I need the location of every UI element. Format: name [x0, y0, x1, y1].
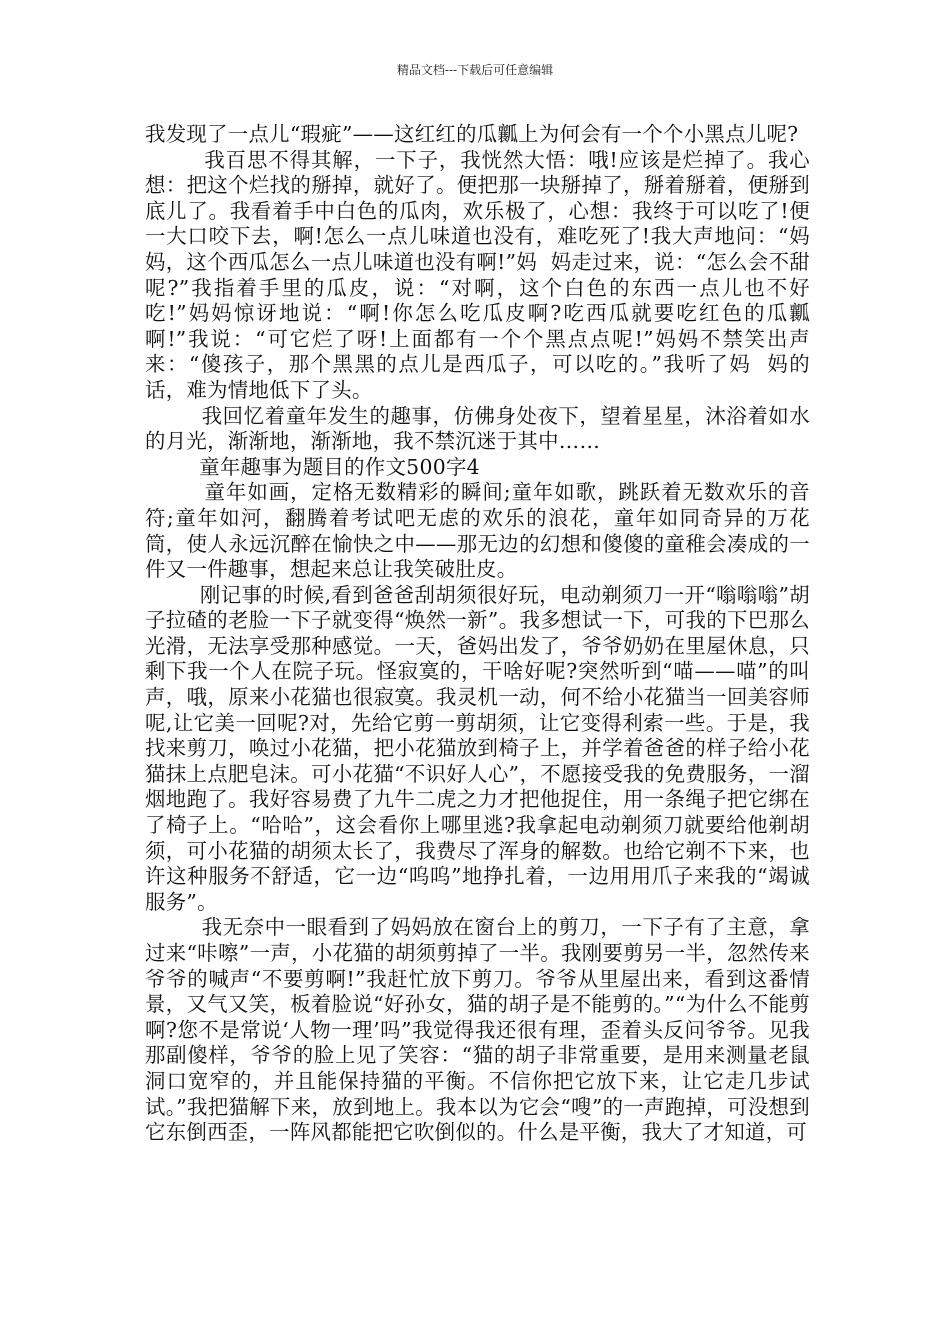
paragraph-2: 我百思不得其解，一下子，我恍然大悟：哦!应该是烂掉了。我心想：把这个烂找的掰掉，就好了。便把那一块掰掉了，掰着掰着，便掰到底儿了。我看着手中白色的瓜肉，欢乐极了，心想：我终于可以吃了!便一大口咬下去，啊!怎么一点儿味道也没有，难吃死了!我大声地问：“妈妈，这个西瓜怎么一点儿味道也没有啊!”妈 妈走过来，说：“怎么会不甜呢?”我指着手里的瓜皮，说：“对啊，这个白色的东西一点儿也不好吃!”妈妈惊讶地说：“啊!你怎么吃瓜皮啊?吃西瓜就要吃红色的瓜瓤啊!”我说：“可它烂了呀!上面都有一个个黑点点呢!”妈妈不禁笑出声来：“傻孩子，那个黑黑的点儿是西瓜子，可以吃的。”我听了妈 妈的话，难为情地低下了头。 [145, 147, 810, 402]
paragraph-4: 童年如画，定格无数精彩的瞬间;童年如歌，跳跃着无数欢乐的音符;童年如河，翻腾着考试吧无虑的欢乐的浪花，童年如同奇异的万花筒，使人永远沉醉在愉快之中——那无边的幻想和傻傻的童稚会凑成的一件又一件趣事，想起来总让我笑破肚皮。 [145, 480, 810, 582]
paragraph-1: 我发现了一点儿“瑕疵”——这红红的瓜瓤上为何会有一个个小黑点儿呢? [145, 122, 799, 146]
document-body [145, 122, 810, 1146]
page-header: 精品文档---下载后可任意编辑 [396, 63, 554, 77]
paragraph-6: 我无奈中一眼看到了妈妈放在窗台上的剪刀，一下子有了主意，拿过来“咔嚓”一声，小花猫的胡须剪掉了一半。我刚要剪另一半，忽然传来爷爷的喊声“不要剪啊!”我赶忙放下剪刀。爷爷从里屋出来，看到这番情景，又气又笑，板着脸说“好孙女，猫的胡子是不能剪的。”“为什么不能剪啊?您不是常说‘人物一理’吗”我觉得我还很有理，歪着头反问爷爷。见我那副傻样，爷爷的脸上见了笑容：“猫的胡子非常重要，是用来测量老鼠洞口宽窄的，并且能保持猫的平衡。不信你把它放下来，让它走几步试试。”我把猫解下来，放到地上。我本以为它会“嗖”的一声跑掉，可没想到它东倒西歪，一阵风都能把它吹倒似的。什么是平衡，我大了才知道，可 [145, 915, 810, 1145]
section-title: 童年趣事为题目的作文500字4 [145, 454, 480, 479]
paragraph-5: 刚记事的时候,看到爸爸刮胡须很好玩，电动剃须刀一开“嗡嗡嗡”胡子拉碴的老脸一下子就变得“焕然一新”。我多想试一下，可我的下巴那么光滑，无法享受那种感觉。一天，爸妈出发了，爷爷奶奶在里屋休息，只剩下我一个人在院子玩。怪寂寞的，干啥好呢?突然听到“喵——喵”的叫声，哦，原来小花猫也很寂寞。我灵机一动，何不给小花猫当一回美容师呢,让它美一回呢?对，先给它剪一剪胡须，让它变得利索一些。于是，我找来剪刀，唤过小花猫，把小花猫放到椅子上，并学着爸爸的样子给小花猫抹上点肥皂沫。可小花猫“不识好人心”，不愿接受我的免费服务，一溜烟地跑了。我好容易费了九牛二虎之力才把他捉住，用一条绳子把它绑在了椅子上。“哈哈”，这会看你上哪里逃?我拿起电动剃须刀就要给他剃胡须，可小花猫的胡须太长了，我费尽了浑身的解数。也给它剃不下来，也许这种服务不舒适，它一边“呜呜”地挣扎着，一边用用爪子来我的“竭诚服务”。 [145, 582, 810, 914]
paragraph-3: 我回忆着童年发生的趣事，仿佛身处夜下，望着星星，沐浴着如水的月光，渐渐地，渐渐地，我不禁沉迷于其中…… [145, 403, 810, 454]
